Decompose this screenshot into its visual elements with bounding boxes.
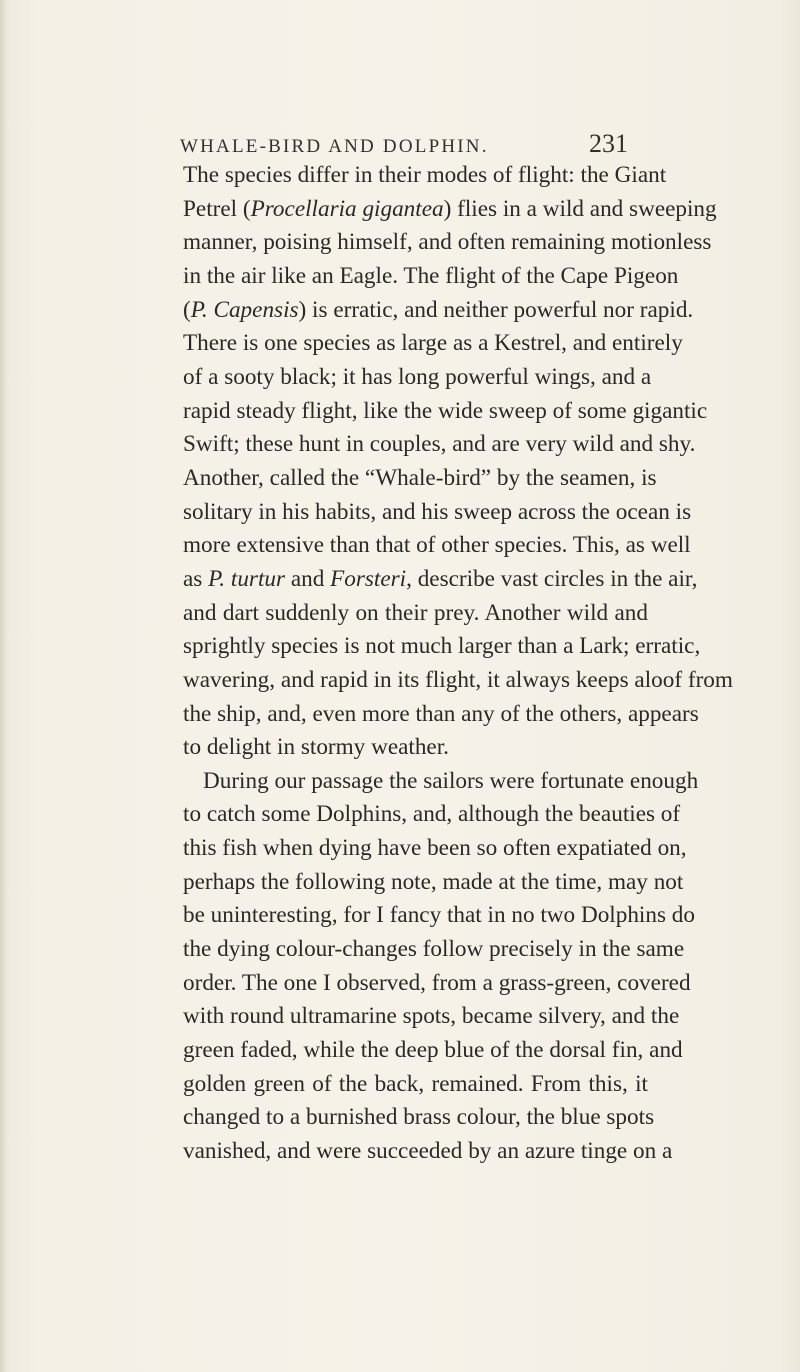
text-line: more extensive than that of other species. This, as well xyxy=(183,532,691,559)
text-line: golden green of the back, remained. From this, it xyxy=(183,1070,648,1097)
text-line: solitary in his habits, and his sweep across the ocean is xyxy=(183,498,692,525)
text-line: Petrel (Procellaria gigantea) flies in a wild and sweeping xyxy=(183,195,717,222)
text-line: of a sooty black; it has long powerful wings, and a xyxy=(183,363,652,390)
text-line: The species differ in their modes of flight: the Giant xyxy=(183,162,667,188)
page-gutter-shadow xyxy=(0,0,8,1372)
text-line: manner, poising himself, and often remaining motionless xyxy=(183,229,712,256)
running-head-title: WHALE-BIRD AND DOLPHIN. xyxy=(180,136,489,157)
text-line: this fish when dying have been so often expatiated on, xyxy=(183,835,687,862)
page-number: 231 xyxy=(589,129,628,158)
text-line: in the air like an Eagle. The flight of the Cape Pigeon xyxy=(183,262,679,289)
text-line: There is one species as large as a Kestrel, and entirely xyxy=(183,330,683,357)
text-line: with round ultramarine spots, became silvery, and the xyxy=(183,1003,680,1030)
text-line: Another, called the “Whale-bird” by the seamen, is xyxy=(183,464,657,491)
text-line: sprightly species is not much larger than a Lark; erratic, xyxy=(183,633,701,660)
text-line: be uninteresting, for I fancy that in no two Dolphins do xyxy=(183,902,695,929)
paragraph-end-line: to delight in stormy weather. xyxy=(183,734,449,761)
text-line: Swift; these hunt in couples, and are very wild and shy. xyxy=(183,431,696,458)
text-line: as P. turtur and Forsteri, describe vast circles in the air, xyxy=(183,565,698,592)
text-line: rapid steady flight, like the wide sweep of some gigantic xyxy=(183,397,708,424)
text-line: and dart suddenly on their prey. Another wild and xyxy=(183,599,648,626)
text-line: the ship, and, even more than any of the others, appears xyxy=(183,700,699,727)
text-line: changed to a burnished brass colour, the blue spots xyxy=(183,1104,655,1131)
paragraph-start-line: During our passage the sailors were fortunate enough xyxy=(203,767,699,794)
text-line: order. The one I observed, from a grass-green, covered xyxy=(183,969,691,996)
text-line: vanished, and were succeeded by an azure tinge on a xyxy=(183,1138,673,1165)
text-line: perhaps the following note, made at the time, may not xyxy=(183,868,684,895)
text-line: the dying colour-changes follow precisely in the same xyxy=(183,936,685,963)
text-line: (P. Capensis) is erratic, and neither powerful nor rapid. xyxy=(183,296,694,323)
text-line: wavering, and rapid in its flight, it always keeps aloof from xyxy=(183,666,733,693)
text-line: green faded, while the deep blue of the dorsal fin, and xyxy=(183,1037,683,1064)
body-text xyxy=(183,159,733,1169)
text-line: to catch some Dolphins, and, although the beauties of xyxy=(183,801,681,828)
